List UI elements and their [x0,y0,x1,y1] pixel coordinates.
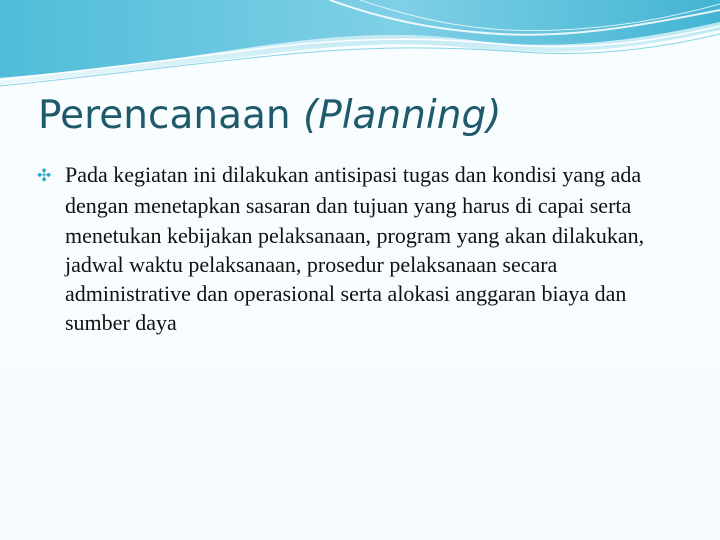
header-wave-decoration [0,0,720,90]
bullet-text: Pada kegiatan ini dilakukan antisipasi tugas dan kondisi yang ada dengan menetapkan sasaran dan tujuan yang harus di capai serta menetukan kebijakan pelaksanaan, program yang akan dilakukan, jadwal waktu pelaksanaan, prosedur pelaksanaan secara administrative dan operasional serta alokasi anggaran biaya dan sumber daya [65,162,645,336]
bullet-icon: ✣ [37,166,52,186]
slide-title [38,91,501,141]
title-main-text: Perencanaan [38,93,303,138]
title-italic-text: (Planning) [302,93,502,138]
bullet-paragraph [37,160,687,338]
slide-body [37,160,687,338]
